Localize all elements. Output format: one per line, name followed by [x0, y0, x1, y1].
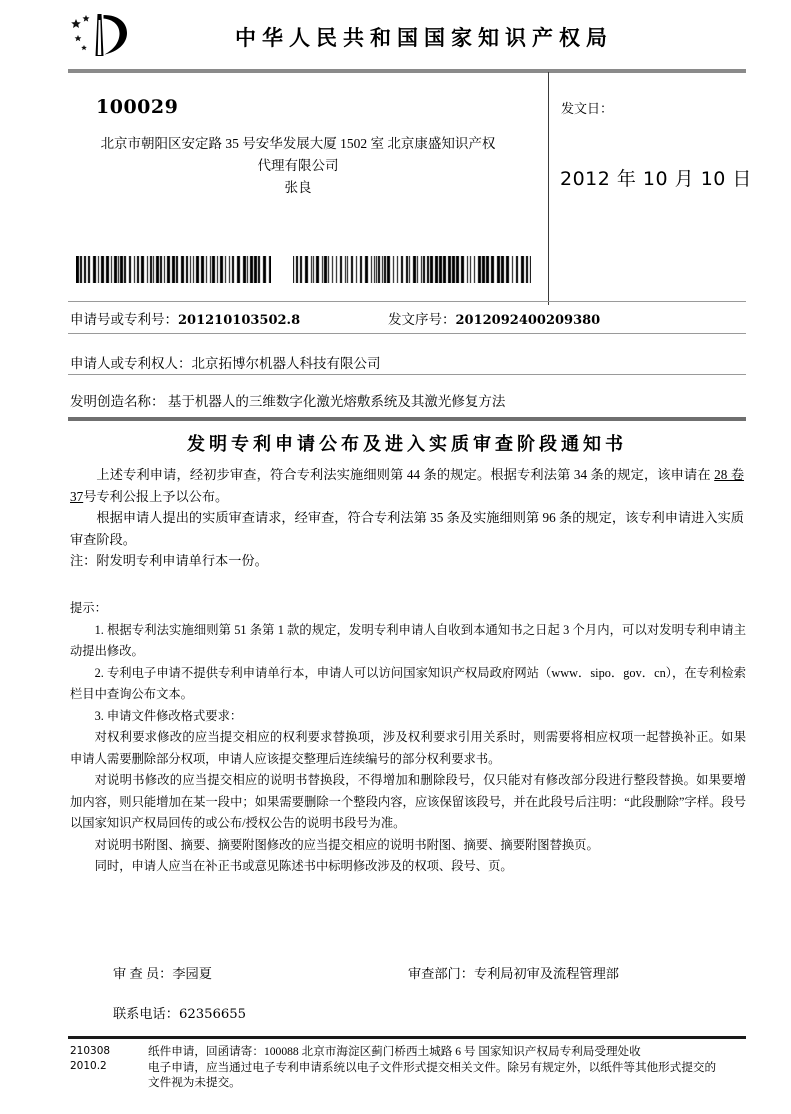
barcode-send-number [293, 256, 531, 283]
issue-date-label: 发文日： [561, 101, 614, 116]
body-p1-part-a: 上述专利申请，经初步审查，符合专利法实施细则第 44 条的规定。根据专利法第 34 条的规定，该申请在 [96, 467, 711, 482]
applicant-row [70, 352, 746, 372]
applicant-value: 北京拓博尔机器人科技有限公司 [191, 356, 381, 371]
body-p1-part-b: 号专利公报上予以公布。 [83, 488, 229, 504]
footer-notice [148, 1044, 746, 1091]
application-number-value: 201210103502.8 [178, 313, 301, 328]
send-number-label: 发文序号： [388, 312, 456, 327]
body-paragraph-2: 根据申请人提出的实质审查请求，经审查，符合专利法第 35 条及实施细则第 96 条的规定，该专利申请进入实质审查阶段。 [70, 510, 744, 547]
contact-phone-row [113, 1003, 246, 1022]
send-number-row [388, 308, 600, 328]
address-line-1: 北京市朝阳区安定路 35 号安华发展大厦 1502 室 北京康盛知识产权 [100, 136, 496, 151]
hint-item-1: 1. 根据专利法实施细则第 51 条第 1 款的规定，发明专利申请人自收到本通知书之日起 3 个月内，可以对发明专利申请主动提出修改。 [70, 622, 746, 658]
invention-title-label: 发明创造名称： [70, 394, 165, 409]
footer-rule [68, 1036, 746, 1039]
barcode-application-number [76, 256, 271, 283]
applicant-label: 申请人或专利权人： [70, 356, 192, 371]
organization-title: 中华人民共和国国家知识产权局 [235, 25, 613, 50]
page-title: 发明专利申请公布及进入实质审查阶段通知书 [187, 434, 627, 455]
examiner-row [113, 963, 212, 982]
footer-notice-line-1: 纸件申请，回函请寄：100088 北京市海淀区蓟门桥西土城路 6 号 国家知识产权局专利局受理处收 [148, 1045, 641, 1058]
hint-item-2: 2. 专利电子申请不提供专利申请单行本，申请人可以访问国家知识产权局政府网站（www．sipo．gov．cn），在专利检索栏目中查询公布文本。 [70, 665, 746, 701]
contact-phone-label: 联系电话： [113, 1006, 179, 1021]
footer-form-code [70, 1044, 110, 1074]
publication-volume: 28 卷 [714, 467, 745, 482]
sipo-emblem-icon [70, 11, 132, 63]
document-body [70, 464, 744, 572]
publication-number: 37 [70, 488, 84, 504]
invention-title-value: 基于机器人的三维数字化激光熔敷系统及其激光修复方法 [167, 394, 506, 409]
body-paragraph-3: 注：附发明专利申请单行本一份。 [70, 553, 268, 568]
postal-code: 100029 [96, 96, 179, 118]
divider-rule-2 [68, 333, 746, 334]
contact-phone-value: 62356655 [178, 1007, 247, 1022]
recipient-address [82, 133, 514, 199]
hints-heading: 提示： [70, 601, 107, 615]
hint-item-3: 3. 申请文件修改格式要求： [94, 708, 243, 723]
divider-rule-1 [68, 301, 746, 302]
department-name: 专利局初审及流程管理部 [473, 967, 619, 982]
hints-section [70, 598, 746, 878]
footer-notice-line-2: 电子申请，应当通过电子专利申请系统以电子文件形式提交相关文件。除另有规定外，以纸件等其他形式提交的 [148, 1060, 717, 1074]
footer-notice-line-3: 文件视为未提交。 [148, 1076, 241, 1089]
address-line-2: 代理有限公司 [257, 158, 339, 173]
body-paragraph-1 [70, 464, 744, 507]
recipient-name: 张良 [284, 180, 312, 195]
footer-code-line-1: 210308 [70, 1045, 111, 1057]
application-number-label: 申请号或专利号： [70, 312, 178, 327]
footer-code-line-2: 2010.2 [70, 1060, 107, 1072]
header-vertical-divider [548, 72, 549, 305]
examiner-name: 李园夏 [172, 967, 212, 982]
hint-paragraph-note: 同时，申请人应当在补正书或意见陈述书中标明修改涉及的权项、段号、页。 [94, 859, 513, 873]
document-header [68, 8, 746, 66]
send-number-value: 2012092400209380 [455, 313, 601, 328]
department-row [408, 963, 619, 982]
hint-paragraph-description: 对说明书修改的应当提交相应的说明书替换段，不得增加和删除段号，仅只能对有修改部分段进行整段替换。如果要增加内容，则只能增加在某一段中；如果需要删除一个整段内容，应该保留该段号，并在此段号后注明：“此段删除”字样。段号以国家知识产权局回传的或公布/授权公告的说明书段号为准。 [70, 773, 746, 830]
hint-paragraph-claims: 对权利要求修改的应当提交相应的权利要求替换项，涉及权利要求引用关系时，则需要将相应权项一起替换补正。如果申请人需要删除部分权项，申请人应该提交整理后连续编号的部分权利要求书。 [70, 730, 746, 766]
department-label: 审查部门： [408, 966, 474, 981]
divider-rule-3 [68, 374, 746, 375]
issue-date-value: 2012 年 10 月 10 日 [560, 168, 752, 190]
invention-title-row [70, 390, 746, 410]
examiner-label: 审 查 员： [113, 966, 173, 981]
title-rule [68, 417, 746, 421]
header-rule [68, 69, 746, 73]
hint-paragraph-figures: 对说明书附图、摘要、摘要附图修改的应当提交相应的说明书附图、摘要、摘要附图替换页。 [94, 837, 599, 852]
